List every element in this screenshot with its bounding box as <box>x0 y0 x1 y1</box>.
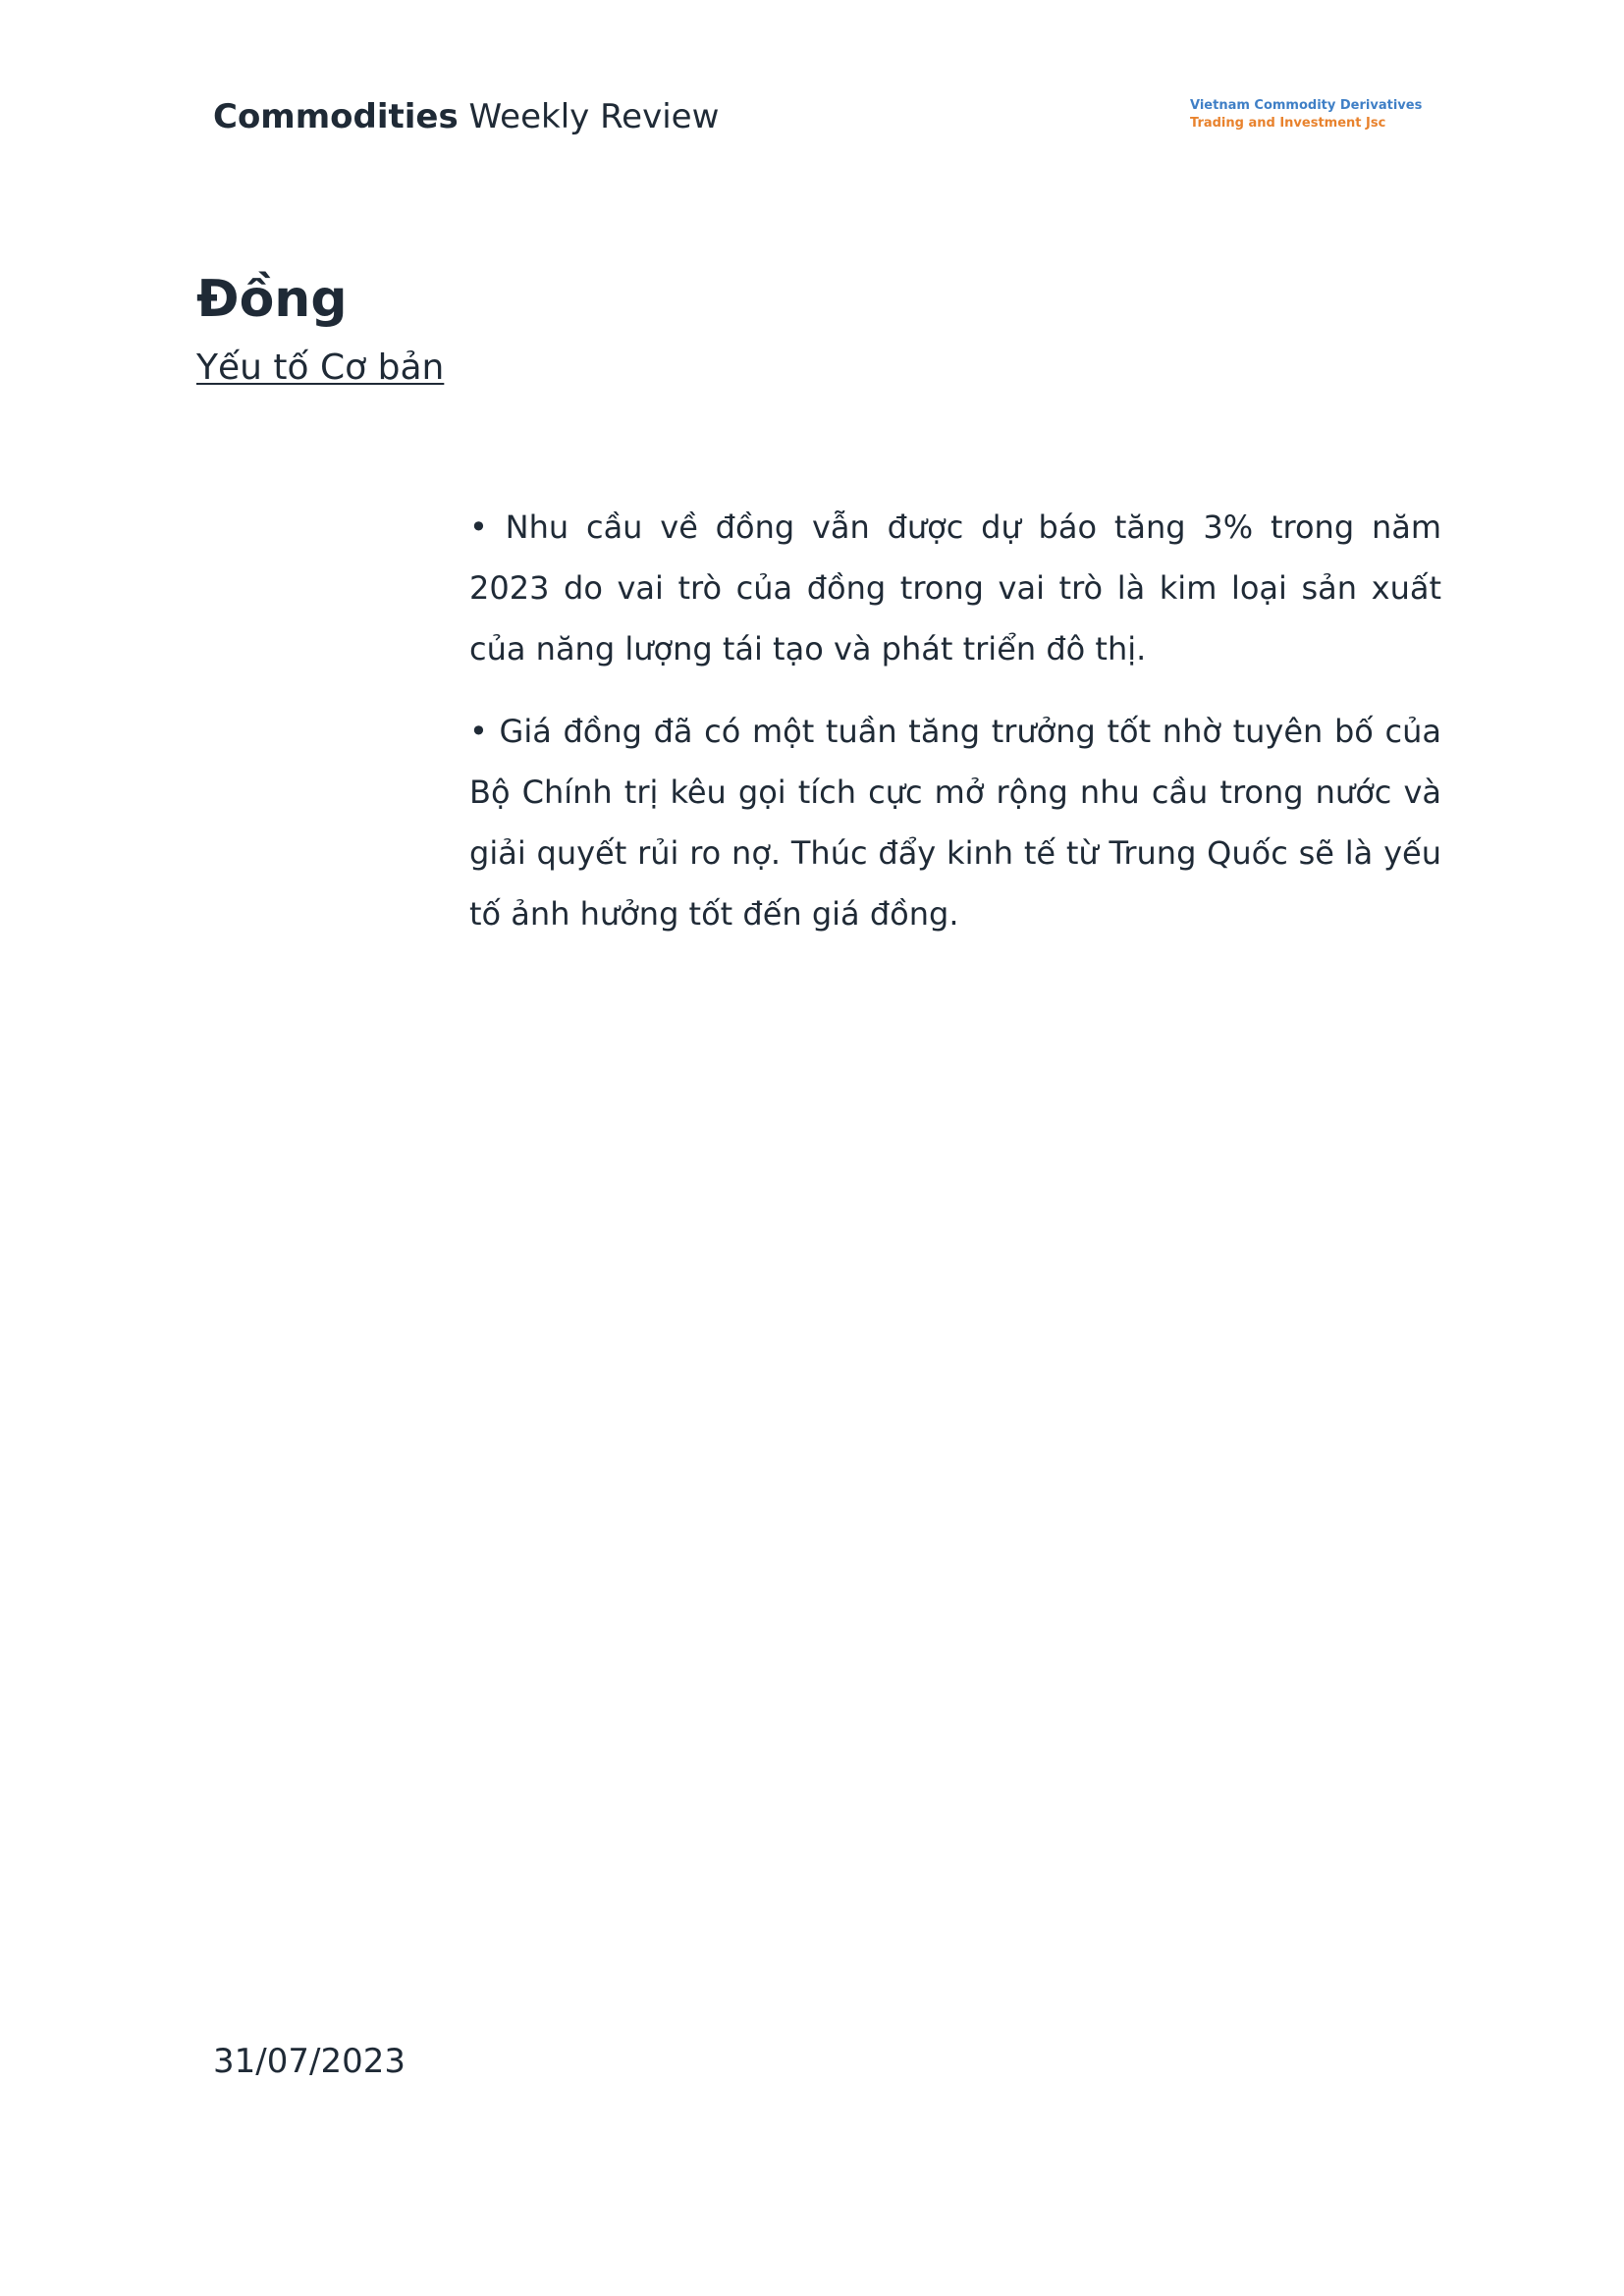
report-title <box>213 95 719 138</box>
bullet-paragraph: • Nhu cầu về đồng vẫn được dự báo tăng 3% trong năm 2023 do vai trò của đồng trong vai trò là kim loại sản xuất của năng lượng tái tạo và phát triển đô thị. <box>469 508 1441 667</box>
logo-line-2: Trading and Investment Jsc <box>1190 116 1386 131</box>
report-title-bold: Commodities <box>213 97 459 136</box>
report-date: 31/07/2023 <box>213 2042 406 2081</box>
section-title: Đồng <box>196 270 348 329</box>
report-title-rest: Weekly Review <box>458 97 720 136</box>
bullet-paragraph: • Giá đồng đã có một tuần tăng trưởng tốt nhờ tuyên bố của Bộ Chính trị kêu gọi tích cực mở rộng nhu cầu trong nước và giải quyết rủi ro nợ. Thúc đẩy kinh tế từ Trung Quốc sẽ là yếu tố ảnh hưởng tốt đến giá đồng. <box>469 713 1441 933</box>
logo-line-1: Vietnam Commodity Derivatives <box>1190 98 1423 113</box>
company-logo <box>1190 97 1422 133</box>
body-text <box>469 497 1441 966</box>
section-subtitle: Yếu tố Cơ bản <box>196 347 445 388</box>
